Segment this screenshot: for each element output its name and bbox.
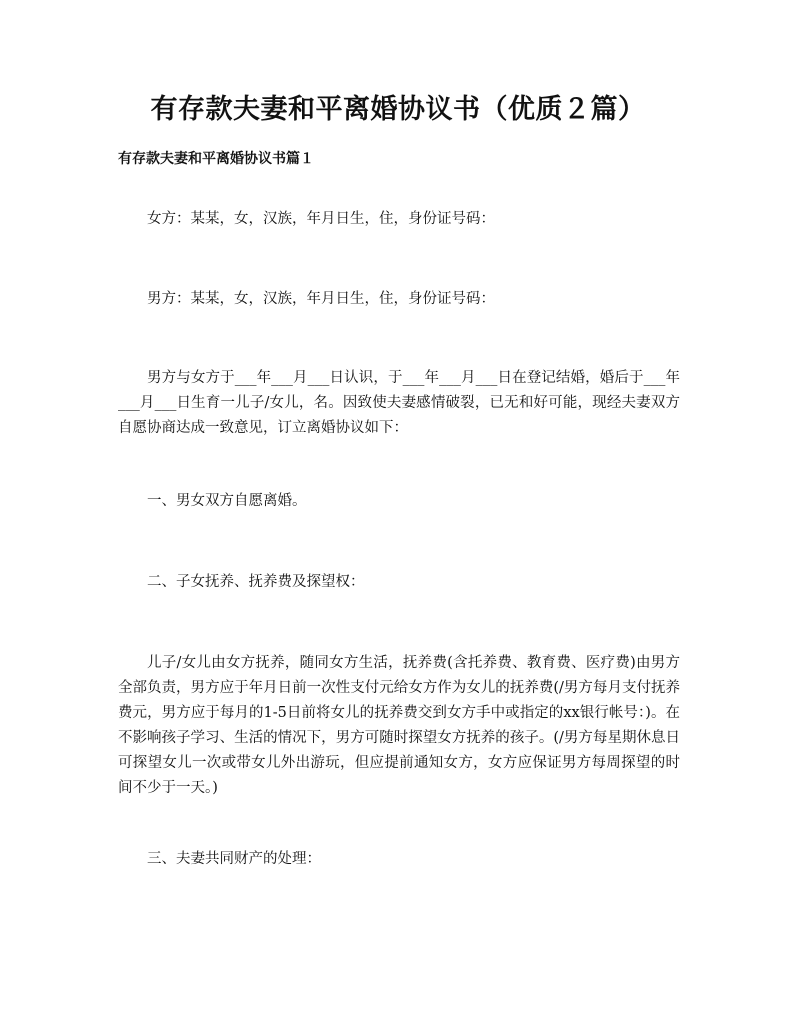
document-title: 有存款夫妻和平离婚协议书（优质２篇）	[150, 94, 646, 125]
paragraph-clause-1: 一、男女双方自愿离婚。	[147, 493, 307, 509]
paragraph-female-party: 女方：某某，女，汉族，年月日生，住，身份证号码：	[147, 211, 495, 227]
section-heading: 有存款夫妻和平离婚协议书篇１	[118, 151, 314, 167]
paragraph-male-party: 男方：某某，女，汉族，年月日生，住，身份证号码：	[147, 291, 495, 307]
paragraph-clause-3: 三、夫妻共同财产的处理：	[147, 851, 321, 867]
paragraph-clause-2: 二、子女抚养、抚养费及探望权：	[147, 574, 365, 590]
paragraph-background: 男方与女方于___年___月___日认识，于___年___月___日在登记结婚，婚后于___年___月___日生育一儿子/女儿，名。因致使夫妻感情破裂，已无和好可能，现经夫妻双方自愿协商达成一致意见，订立离婚协议如下：	[118, 370, 680, 436]
paragraph-custody: 儿子/女儿由女方抚养，随同女方生活，抚养费(含托养费、教育费、医疗费)由男方全部负责，男方应于年月日前一次性支付元给女方作为女儿的抚养费(/男方每月支付抚养费元，男方应于每月的1-5日前将女儿的抚养费交到女方手中或指定的xx银行帐号：)。在不影响孩子学习、生活的情况下，男方可随时探望女方抚养的孩子。(/男方每星期休息日可探望女儿一次或带女儿外出游玩，但应提前通知女方，女方应保证男方每周探望的时间不少于一天。)	[118, 655, 680, 796]
